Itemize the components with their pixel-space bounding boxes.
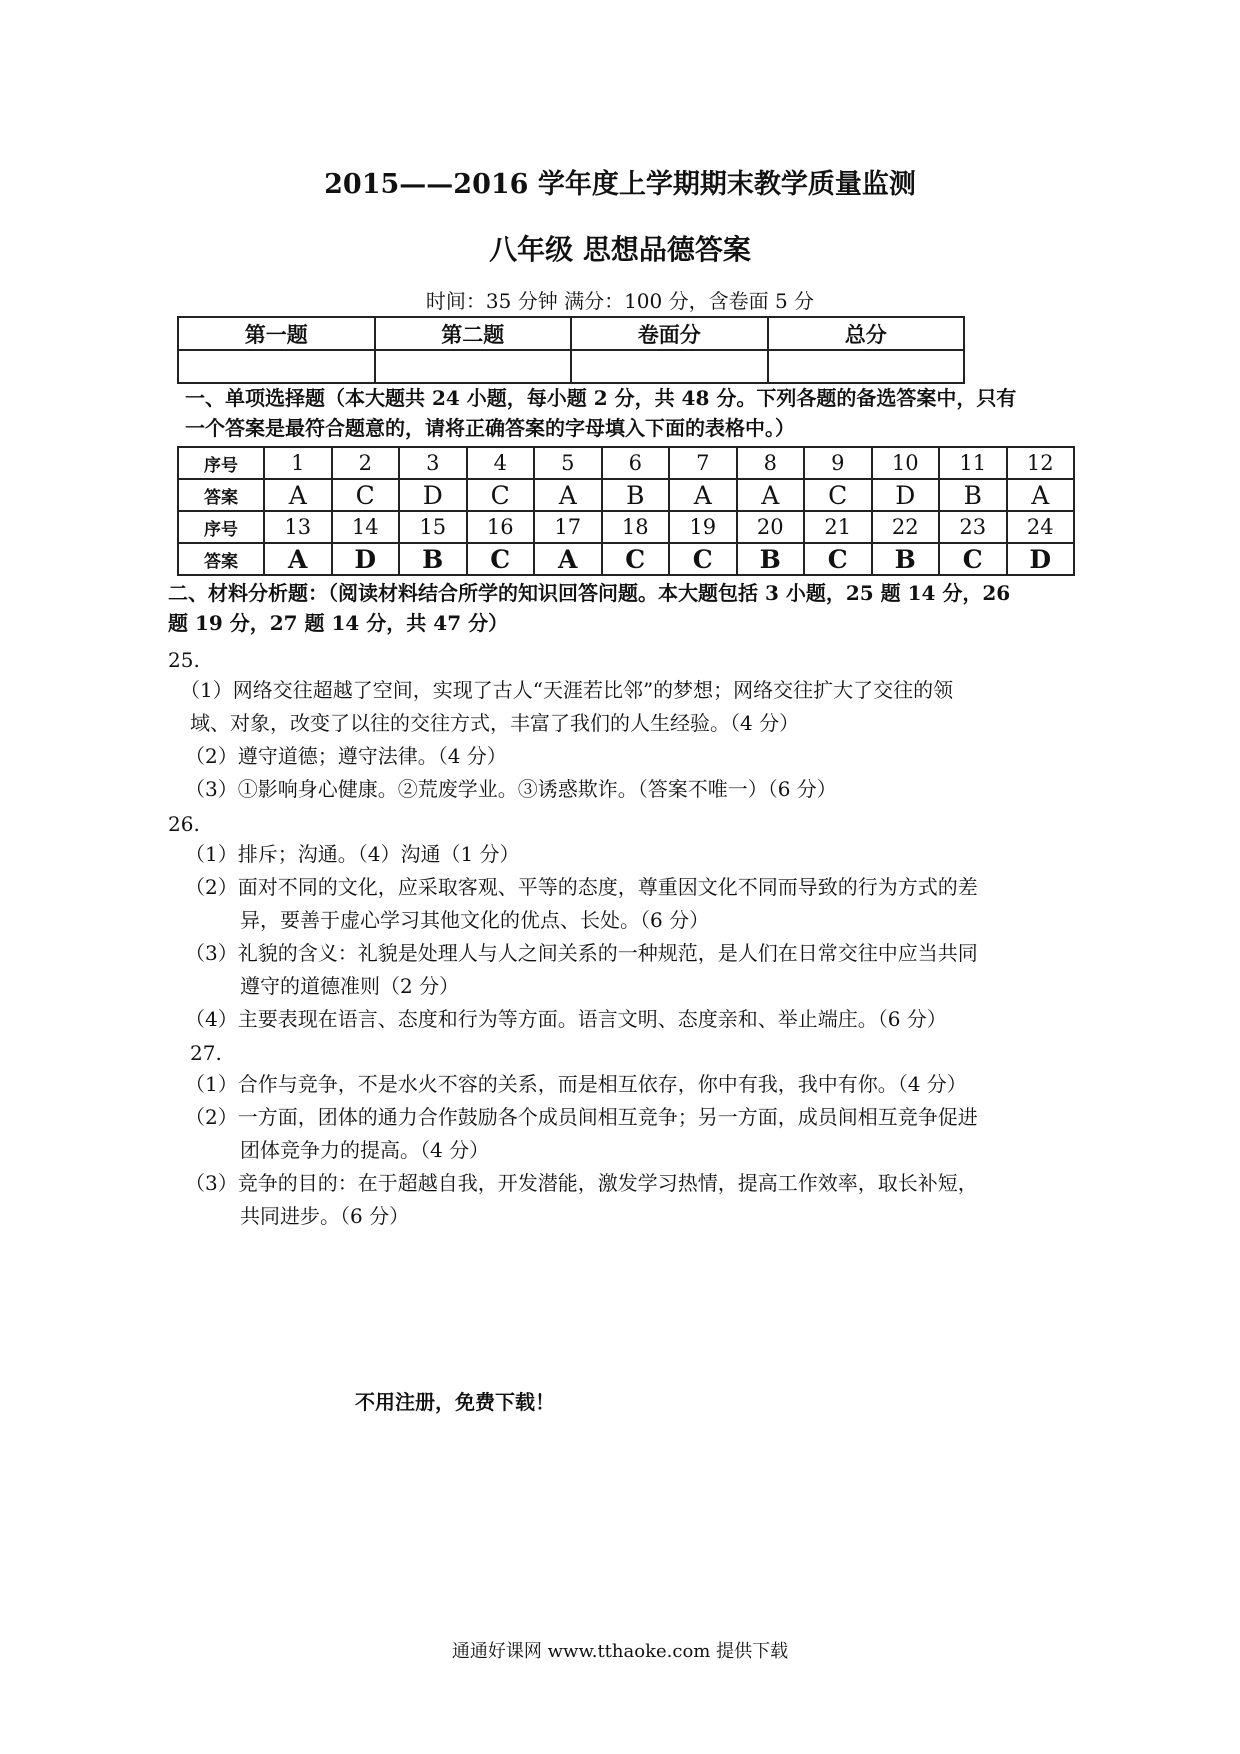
answer-line: （3）礼貌的含义：礼貌是处理人与人之间关系的一种规范，是人们在日常交往中应当共同 [185, 941, 978, 965]
answer-cell: A [264, 479, 332, 511]
answer-cell: A [264, 543, 332, 575]
question-25-answer-3: （3）①影响身心健康。②荒废学业。③诱惑欺诈。（答案不唯一）（6 分） [185, 777, 837, 801]
question-number-cell: 23 [939, 511, 1007, 543]
question-27-answer-3 [185, 1167, 1085, 1233]
question-number-cell: 11 [939, 447, 1007, 479]
answer-cell: C [804, 479, 872, 511]
section1-heading [185, 383, 1085, 443]
question-number-cell: 14 [332, 511, 400, 543]
answer-table-number-row [178, 511, 1074, 543]
answer-line: （2）面对不同的文化，应采取客观、平等的态度，尊重因文化不同而导致的行为方式的差 [185, 875, 978, 899]
question-number-cell: 16 [467, 511, 535, 543]
answer-cell: D [332, 543, 400, 575]
score-table [177, 316, 965, 384]
answer-table [177, 446, 1075, 576]
score-header-cell: 第二题 [375, 317, 572, 350]
question-number-cell: 7 [669, 447, 737, 479]
answer-table-answer-row [178, 543, 1074, 575]
question-number-cell: 21 [804, 511, 872, 543]
answer-cell: C [467, 543, 535, 575]
score-header-cell: 第一题 [178, 317, 375, 350]
answer-cell: C [939, 543, 1007, 575]
question-26-number: 26. [168, 812, 200, 836]
answer-line: 共同进步。（6 分） [240, 1204, 410, 1228]
score-empty-cell [571, 350, 768, 383]
question-26-answer-3 [185, 937, 1085, 1003]
question-number-cell: 10 [872, 447, 940, 479]
question-number-cell: 17 [534, 511, 602, 543]
answer-line: 域、对象，改变了以往的交往方式，丰富了我们的人生经验。（4 分） [190, 711, 800, 735]
question-number-cell: 18 [602, 511, 670, 543]
question-number-cell: 2 [332, 447, 400, 479]
page-title: 2015——2016 学年度上学期期末教学质量监测 [324, 169, 916, 200]
question-26-answer-4: （4）主要表现在语言、态度和行为等方面。语言文明、态度亲和、举止端庄。（6 分） [185, 1007, 947, 1031]
page-subtitle: 八年级 思想品德答案 [489, 233, 751, 266]
section2-heading-line: 题 19 分，27 题 14 分，共 47 分） [168, 611, 509, 635]
answer-cell: D [399, 479, 467, 511]
answer-cell: A [534, 479, 602, 511]
question-number-cell: 8 [737, 447, 805, 479]
answer-line: （1）网络交往超越了空间，实现了古人“天涯若比邻”的梦想；网络交往扩大了交往的领 [180, 678, 954, 702]
question-26-answer-1: （1）排斥；沟通。（4）沟通（1 分） [185, 842, 520, 866]
answer-cell: A [1007, 479, 1075, 511]
answer-cell: B [399, 543, 467, 575]
exam-time-info: 时间：35 分钟 满分：100 分，含卷面 5 分 [425, 289, 815, 313]
question-25-answer-1 [180, 674, 1080, 740]
answer-cell: B [737, 543, 805, 575]
question-number-cell: 20 [737, 511, 805, 543]
row-label: 序号 [178, 447, 264, 479]
answer-cell: C [804, 543, 872, 575]
answer-cell: C [669, 543, 737, 575]
answer-line: 遵守的道德准则（2 分） [240, 974, 460, 998]
question-number-cell: 9 [804, 447, 872, 479]
question-number-cell: 4 [467, 447, 535, 479]
question-27-number: 27. [190, 1041, 222, 1065]
row-label: 答案 [178, 479, 264, 511]
score-table-empty-row [178, 350, 964, 383]
answer-cell: D [872, 479, 940, 511]
row-label: 序号 [178, 511, 264, 543]
section2-heading [168, 578, 1088, 638]
score-header-cell: 总分 [768, 317, 965, 350]
question-number-cell: 15 [399, 511, 467, 543]
question-27-answer-2 [185, 1101, 1085, 1167]
question-number-cell: 6 [602, 447, 670, 479]
answer-cell: A [669, 479, 737, 511]
answer-table-answer-row [178, 479, 1074, 511]
page-footer: 通通好课网 www.tthaoke.com 提供下载 [451, 1641, 789, 1662]
answer-cell: B [872, 543, 940, 575]
answer-cell: A [534, 543, 602, 575]
row-label: 答案 [178, 543, 264, 575]
question-number-cell: 24 [1007, 511, 1075, 543]
score-table-header-row [178, 317, 964, 350]
score-empty-cell [375, 350, 572, 383]
answer-cell: C [602, 543, 670, 575]
question-number-cell: 13 [264, 511, 332, 543]
question-number-cell: 12 [1007, 447, 1075, 479]
answer-cell: B [939, 479, 1007, 511]
answer-cell: D [1007, 543, 1075, 575]
question-number-cell: 19 [669, 511, 737, 543]
section2-heading-line: 二、材料分析题：（阅读材料结合所学的知识回答问题。本大题包括 3 小题，25 题 14 分，26 [168, 581, 1011, 605]
answer-cell: C [467, 479, 535, 511]
answer-line: 团体竞争力的提高。（4 分） [240, 1138, 490, 1162]
section1-heading-line: 一个答案是最符合题意的，请将正确答案的字母填入下面的表格中。） [185, 416, 795, 440]
score-empty-cell [178, 350, 375, 383]
question-number-cell: 5 [534, 447, 602, 479]
answer-line: （2）一方面，团体的通力合作鼓励各个成员间相互竞争；另一方面，成员间相互竞争促进 [185, 1105, 978, 1129]
free-download-note: 不用注册，免费下载！ [355, 1390, 555, 1414]
answer-cell: A [737, 479, 805, 511]
score-empty-cell [768, 350, 965, 383]
question-25-number: 25. [168, 648, 200, 672]
question-number-cell: 22 [872, 511, 940, 543]
question-number-cell: 3 [399, 447, 467, 479]
answer-cell: B [602, 479, 670, 511]
question-26-answer-2 [185, 871, 1085, 937]
answer-cell: C [332, 479, 400, 511]
question-27-answer-1: （1）合作与竞争，不是水火不容的关系，而是相互依存，你中有我，我中有你。（4 分） [185, 1072, 967, 1096]
answer-table-number-row [178, 447, 1074, 479]
score-header-cell: 卷面分 [571, 317, 768, 350]
question-25-answer-2: （2）遵守道德；遵守法律。（4 分） [185, 744, 507, 768]
question-number-cell: 1 [264, 447, 332, 479]
answer-line: （3）竞争的目的：在于超越自我，开发潜能，激发学习热情，提高工作效率，取长补短， [185, 1171, 978, 1195]
answer-line: 异，要善于虚心学习其他文化的优点、长处。（6 分） [240, 908, 710, 932]
section1-heading-line: 一、单项选择题（本大题共 24 小题，每小题 2 分，共 48 分。下列各题的备选答案中，只有 [185, 386, 1017, 410]
